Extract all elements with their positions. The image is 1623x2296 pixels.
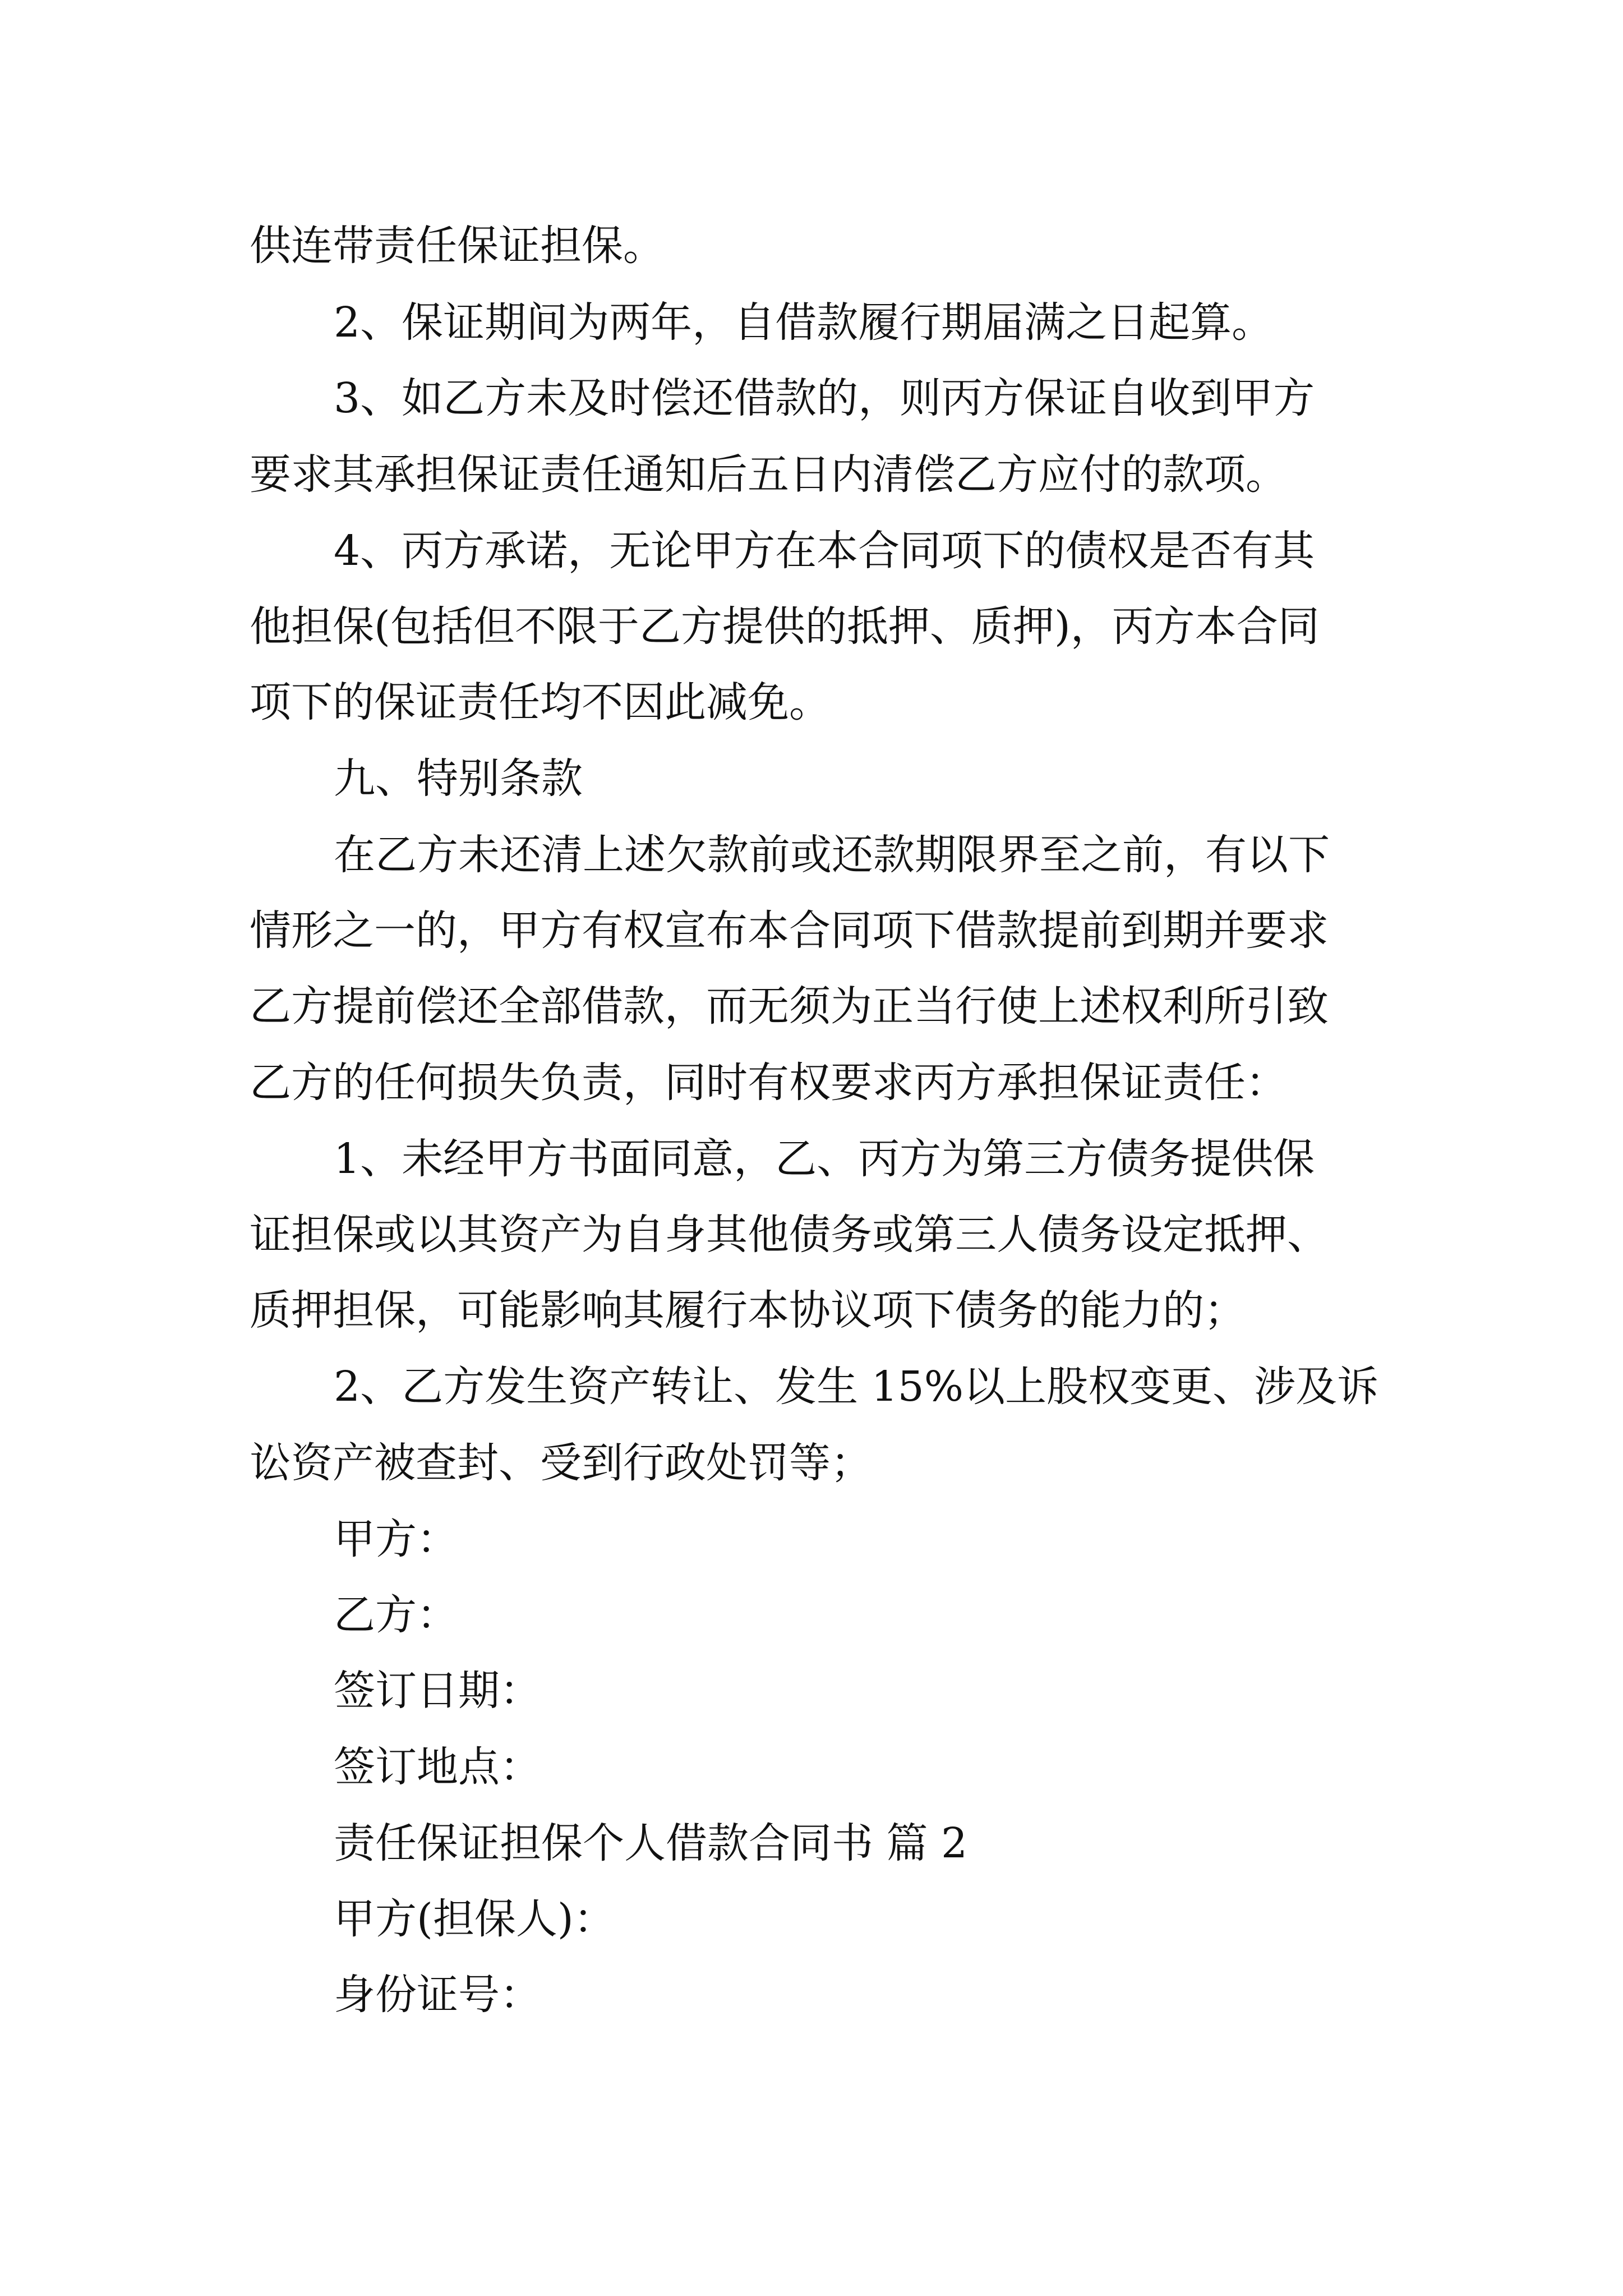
- paragraph-line: 供连带责任保证担保。: [250, 222, 665, 270]
- clause-8-2-text: 2、保证期间为两年，自借款履行期届满之日起算。: [334, 298, 1274, 347]
- paragraph-line: 乙方提前偿还全部借款，而无须为正当行使上述权利所引致: [250, 982, 1329, 1030]
- clause-9-1-text: 1、未经甲方书面同意，乙、丙方为第三方债务提供保: [334, 1135, 1315, 1183]
- signing-date-label: 签订日期：: [334, 1667, 541, 1715]
- paragraph-line: 质押担保，可能影响其履行本协议项下债务的能力的；: [250, 1286, 1246, 1335]
- party-a-label: 甲方：: [334, 1515, 458, 1563]
- id-number-label: 身份证号：: [334, 1971, 541, 2019]
- paragraph-line: 项下的保证责任均不因此减免。: [250, 678, 831, 726]
- section-heading-9: 九、特别条款: [334, 754, 583, 803]
- clause-8-3-text: 3、如乙方未及时偿还借款的，则丙方保证自收到甲方: [334, 374, 1315, 422]
- paragraph-line: 情形之一的，甲方有权宣布本合同项下借款提前到期并要求: [250, 907, 1329, 955]
- paragraph-line: 讼资产被查封、受到行政处罚等；: [250, 1439, 872, 1487]
- paragraph-line: 乙方的任何损失负责，同时有权要求丙方承担保证责任：: [250, 1059, 1287, 1107]
- contract-title-2: 责任保证担保个人借款合同书 篇 2: [334, 1819, 968, 1867]
- guarantor-label: 甲方(担保人)：: [334, 1895, 615, 1943]
- clause-8-4-text: 4、丙方承诺，无论甲方在本合同项下的债权是否有其: [334, 527, 1315, 575]
- paragraph-line: 他担保(包括但不限于乙方提供的抵押、质押)，丙方本合同: [250, 602, 1320, 651]
- clause-9-2-text: 2、乙方发生资产转让、发生 15%以上股权变更、涉及诉: [334, 1363, 1379, 1411]
- paragraph-line: 要求其承担保证责任通知后五日内清偿乙方应付的款项。: [250, 450, 1287, 499]
- section-9-intro: 在乙方未还清上述欠款前或还款期限界至之前，有以下: [334, 831, 1330, 879]
- signing-place-label: 签订地点：: [334, 1743, 541, 1791]
- paragraph-line: 证担保或以其资产为自身其他债务或第三人债务设定抵押、: [250, 1211, 1329, 1259]
- party-b-label: 乙方：: [334, 1591, 458, 1639]
